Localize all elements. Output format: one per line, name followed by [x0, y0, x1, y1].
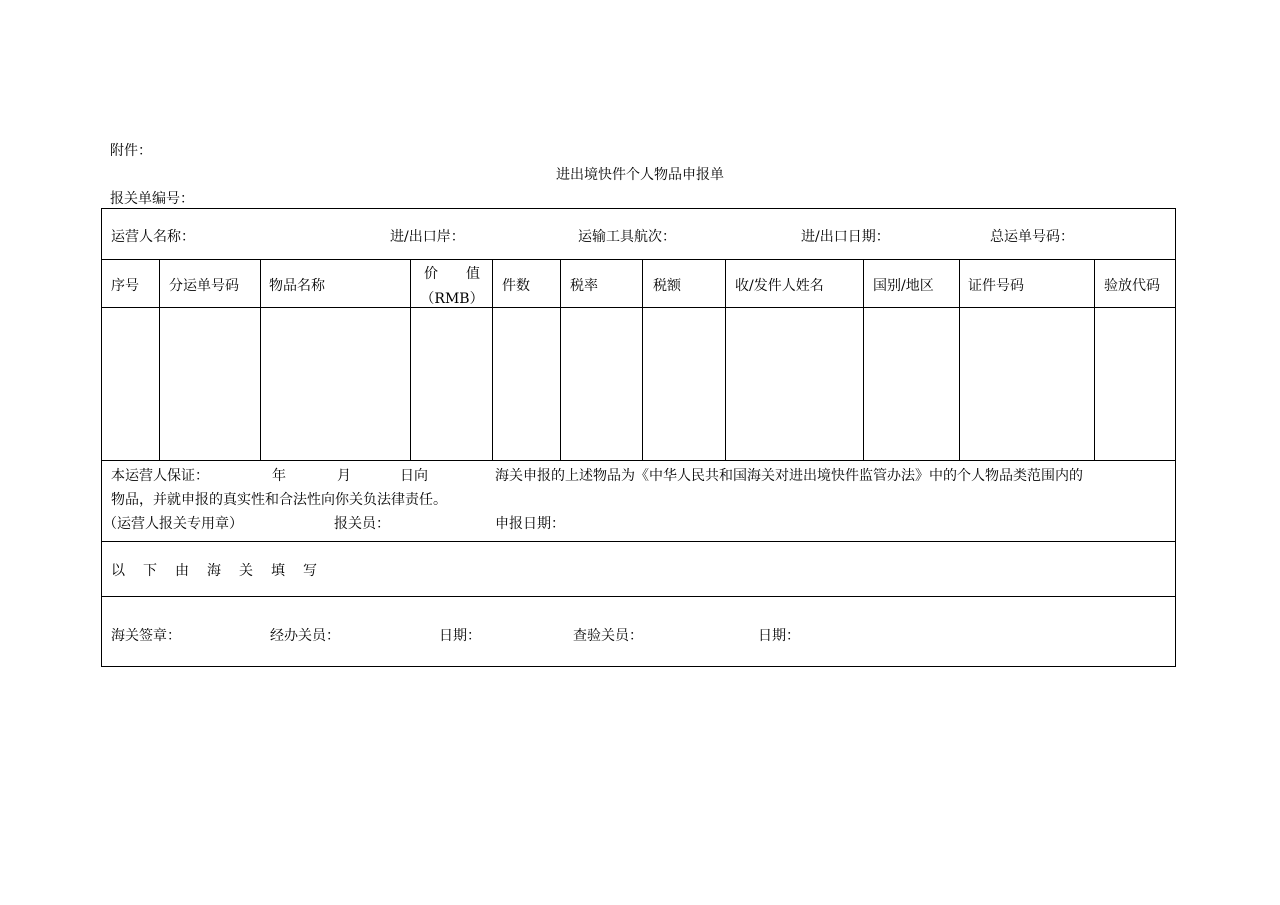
- column-header-sub-waybill: 分运单号码: [169, 278, 239, 294]
- master-waybill-label: 总运单号码：: [990, 229, 1074, 245]
- guarantee-year: 年: [272, 468, 286, 484]
- column-header-tax-amount: 税额: [653, 278, 681, 294]
- guarantee-statement-line2: 物品，并就申报的真实性和合法性向你关负法律责任。: [111, 492, 447, 508]
- column-divider: [410, 259, 411, 460]
- guarantee-day: 日向: [400, 468, 428, 484]
- column-divider: [560, 259, 561, 460]
- column-divider: [159, 259, 160, 460]
- customs-seal-label: 海关签章：: [111, 628, 181, 644]
- guarantee-month: 月: [337, 468, 351, 484]
- inspector-date-label: 日期：: [758, 628, 800, 644]
- column-divider: [959, 259, 960, 460]
- column-divider: [492, 259, 493, 460]
- operator-name-label: 运营人名称：: [111, 229, 195, 245]
- column-header-release-code: 验放代码: [1104, 278, 1160, 294]
- row-divider: [102, 307, 1175, 308]
- column-divider: [642, 259, 643, 460]
- port-label: 进/出口岸：: [390, 229, 465, 245]
- column-header-quantity: 件数: [502, 278, 530, 294]
- column-divider: [260, 259, 261, 460]
- column-divider: [1094, 259, 1095, 460]
- operator-seal-label: （运营人报关专用章）: [103, 516, 243, 532]
- column-header-tax-rate: 税率: [570, 278, 598, 294]
- guarantee-statement-line1: 海关申报的上述物品为《中华人民共和国海关对进出境快件监管办法》中的个人物品类范围内的: [495, 468, 1083, 484]
- declaration-form: [101, 208, 1176, 667]
- handler-date-label: 日期：: [439, 628, 481, 644]
- customs-section-heading: 以下由海关填写: [111, 563, 335, 579]
- guarantee-prefix: 本运营人保证：: [111, 468, 209, 484]
- attachment-label: 附件：: [110, 143, 152, 159]
- declaration-number-label: 报关单编号：: [110, 191, 194, 207]
- row-divider: [102, 259, 1175, 260]
- column-divider: [863, 259, 864, 460]
- row-divider: [102, 596, 1175, 597]
- declarant-label: 报关员：: [334, 516, 390, 532]
- column-divider: [725, 259, 726, 460]
- column-header-serial: 序号: [111, 278, 139, 294]
- declare-date-label: 申报日期：: [495, 516, 565, 532]
- column-header-item-name: 物品名称: [269, 278, 325, 294]
- row-divider: [102, 460, 1175, 461]
- form-title: 进出境快件个人物品申报单: [556, 167, 724, 183]
- column-header-value-unit: （RMB）: [420, 291, 484, 307]
- row-divider: [102, 541, 1175, 542]
- voyage-label: 运输工具航次：: [578, 229, 676, 245]
- handler-label: 经办关员：: [270, 628, 340, 644]
- inspector-label: 查验关员：: [573, 628, 643, 644]
- entry-exit-date-label: 进/出口日期：: [801, 229, 890, 245]
- column-header-recipient-name: 收/发件人姓名: [735, 278, 824, 294]
- column-header-id-number: 证件号码: [968, 278, 1024, 294]
- column-header-value: 价 值: [424, 266, 480, 282]
- column-header-country: 国别/地区: [873, 278, 934, 294]
